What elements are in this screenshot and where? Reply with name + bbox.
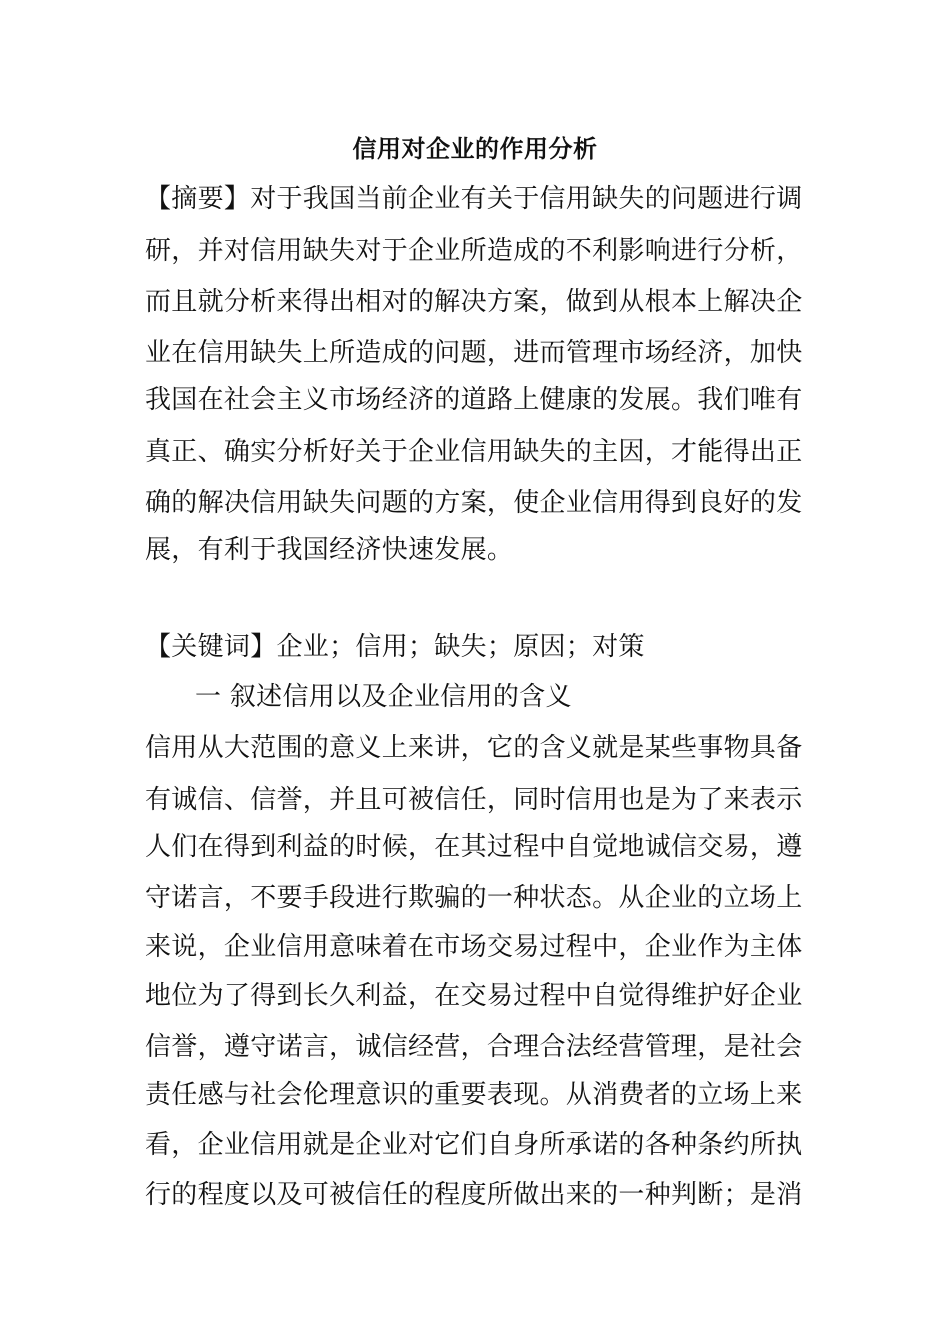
abstract-line: 业在信用缺失上所造成的问题，进而管理市场经济，加快 <box>145 338 803 368</box>
body-line: 责任感与社会伦理意识的重要表现。从消费者的立场上来 <box>145 1080 803 1110</box>
abstract-line: 真正、确实分析好关于企业信用缺失的主因，才能得出正 <box>145 437 803 467</box>
abstract-line: 研，并对信用缺失对于企业所造成的不利影响进行分析， <box>145 236 803 266</box>
section-heading: 一 叙述信用以及企业信用的含义 <box>195 682 572 712</box>
abstract-line: 【摘要】对于我国当前企业有关于信用缺失的问题进行调 <box>145 184 803 214</box>
abstract-line: 展，有利于我国经济快速发展。 <box>145 535 514 565</box>
body-line: 信誉，遵守诺言，诚信经营，合理合法经营管理，是社会 <box>145 1032 803 1062</box>
body-line: 信用从大范围的意义上来讲，它的含义就是某些事物具备 <box>145 733 803 763</box>
abstract-line: 确的解决信用缺失问题的方案，使企业信用得到良好的发 <box>145 488 803 518</box>
body-line: 有诚信、信誉，并且可被信任，同时信用也是为了来表示 <box>145 785 803 815</box>
body-line: 看，企业信用就是企业对它们自身所承诺的各种条约所执 <box>145 1130 803 1160</box>
abstract-line: 我国在社会主义市场经济的道路上健康的发展。我们唯有 <box>145 385 803 415</box>
keywords-line: 【关键词】企业；信用；缺失；原因；对策 <box>145 632 645 662</box>
body-line: 行的程度以及可被信任的程度所做出来的一种判断；是消 <box>145 1180 803 1210</box>
abstract-line: 而且就分析来得出相对的解决方案，做到从根本上解决企 <box>145 287 803 317</box>
body-line: 来说，企业信用意味着在市场交易过程中，企业作为主体 <box>145 932 803 962</box>
body-line: 人们在得到利益的时候，在其过程中自觉地诚信交易，遵 <box>145 832 803 862</box>
body-line: 地位为了得到长久利益，在交易过程中自觉得维护好企业 <box>145 981 803 1011</box>
document-title: 信用对企业的作用分析 <box>352 135 598 163</box>
body-line: 守诺言，不要手段进行欺骗的一种状态。从企业的立场上 <box>145 883 803 913</box>
